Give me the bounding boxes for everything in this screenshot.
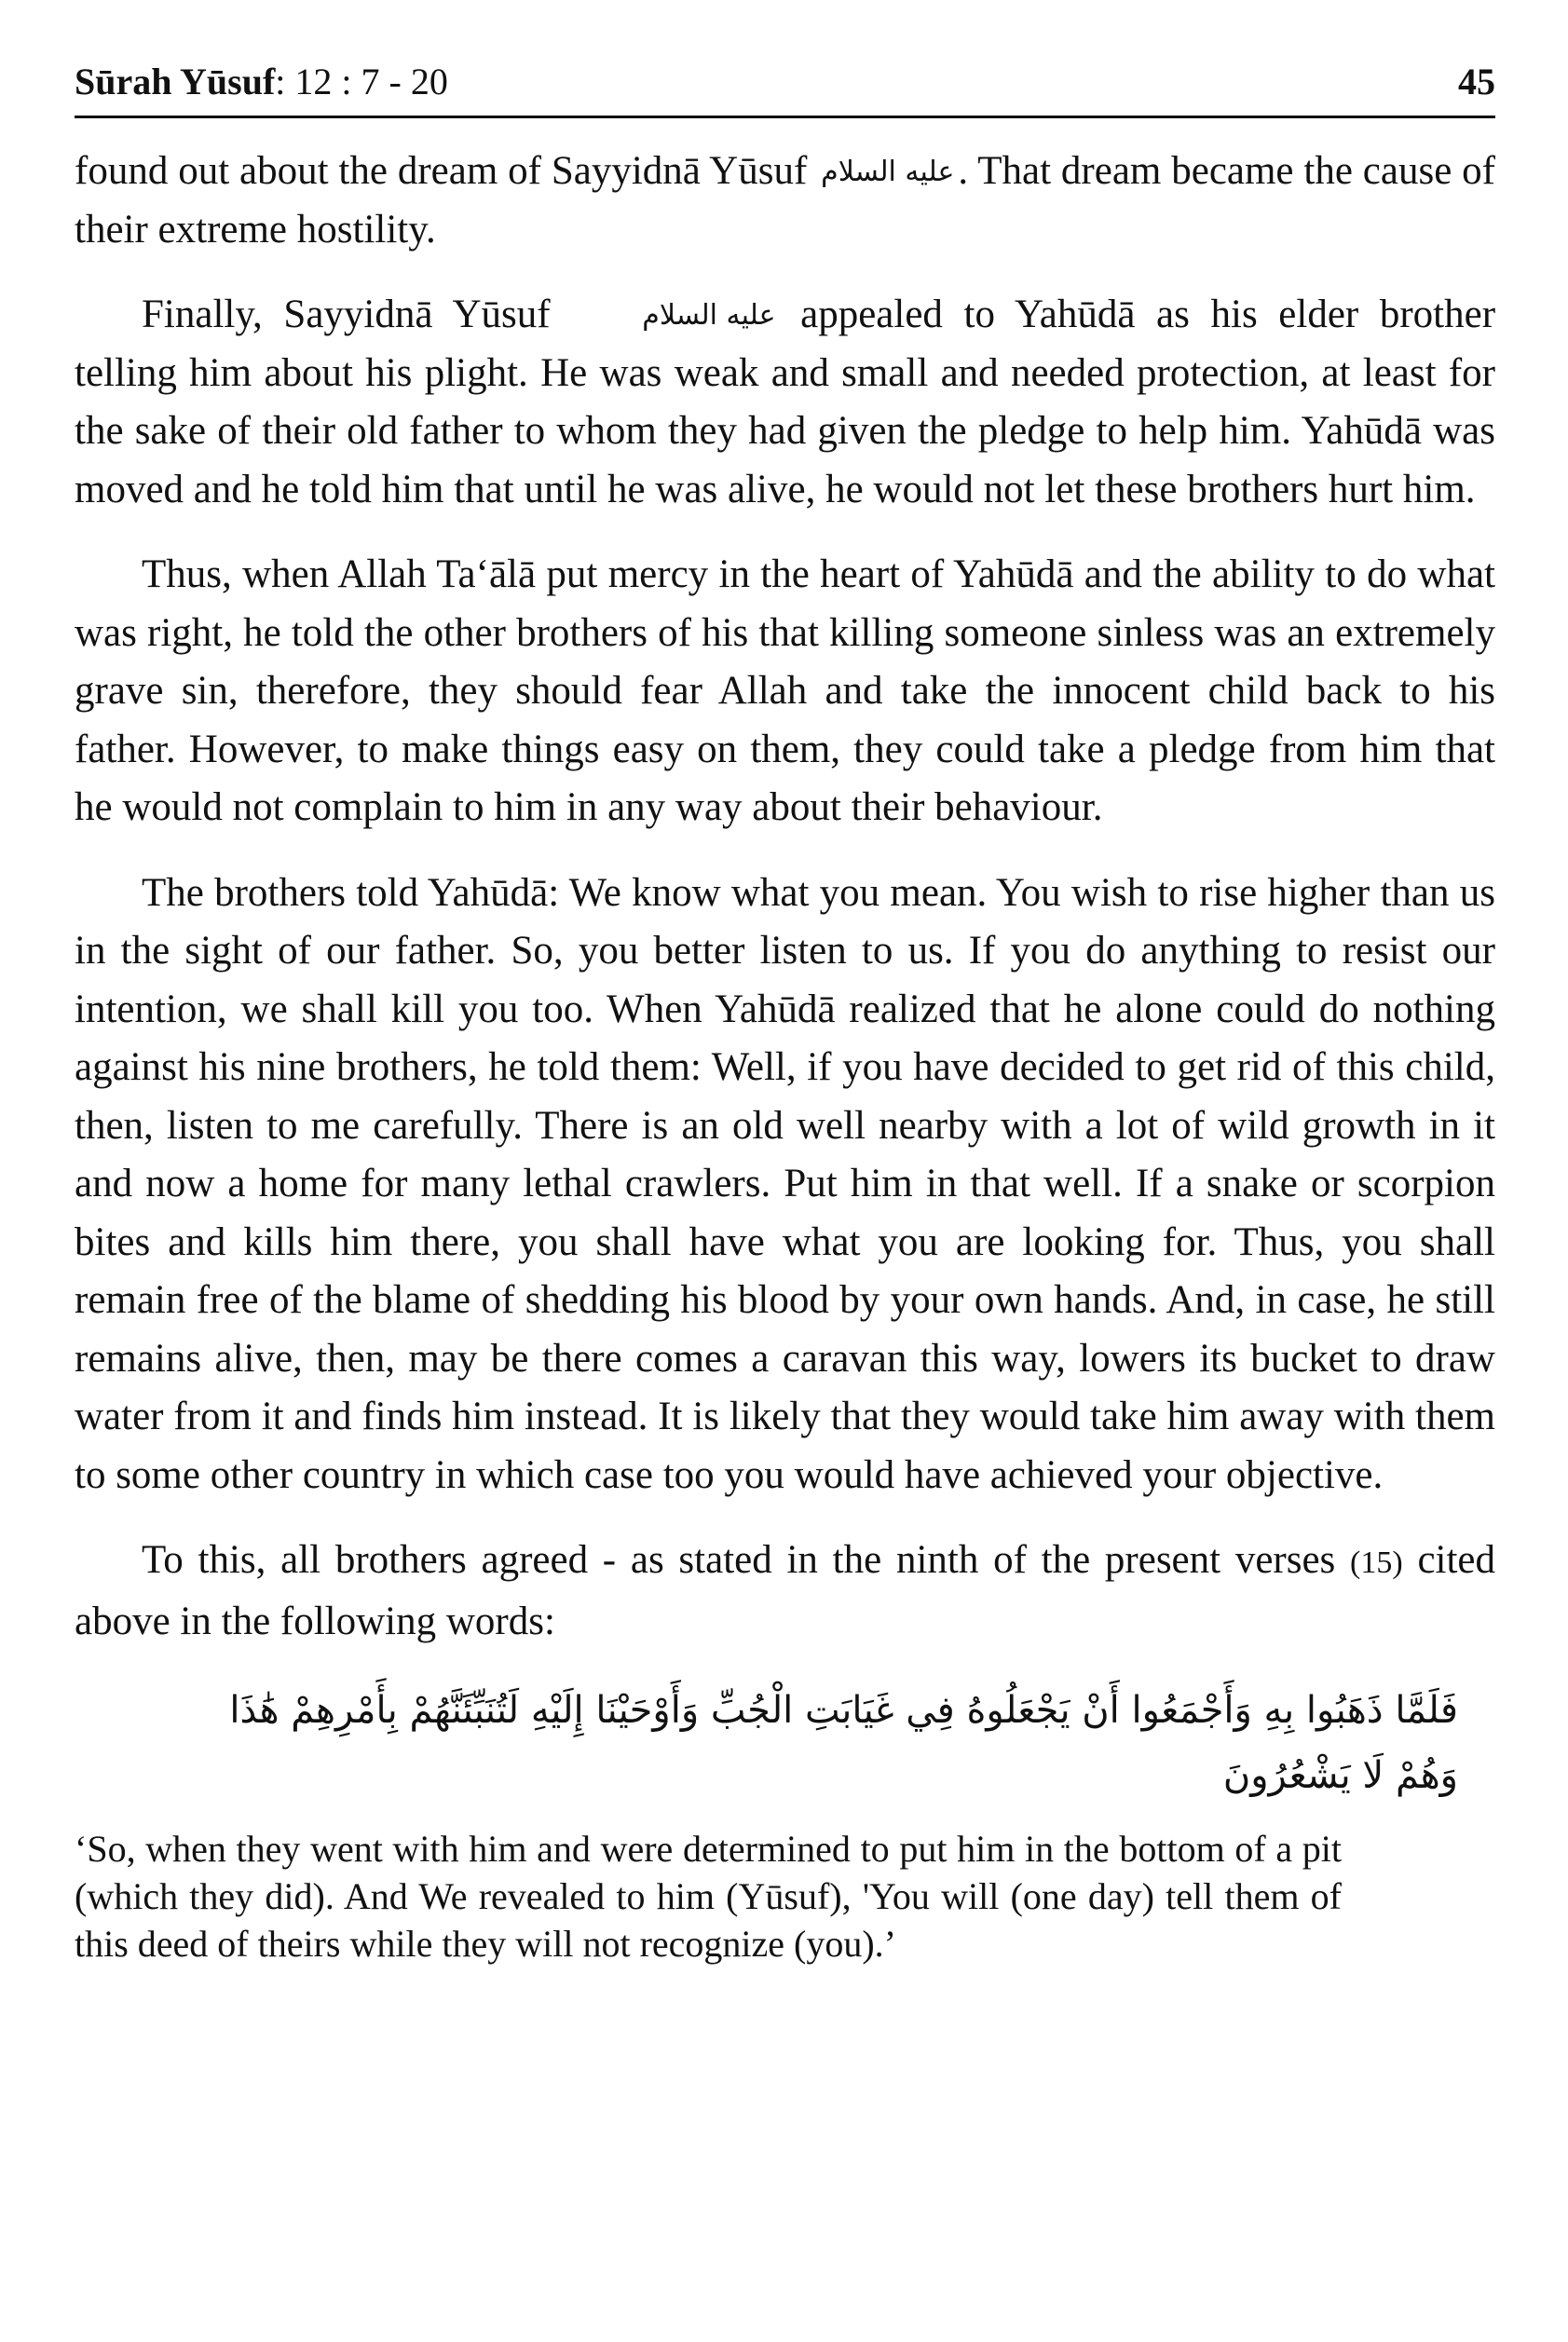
- verse-translation: ‘So, when they went with him and were determined to put him in the bottom of a pit (which they did). And We revealed to him (Yūsuf), 'You will (one day) tell them of this deed of theirs while they will not recognize (you).’: [75, 1828, 1342, 1965]
- paragraph-3: Thus, when Allah Ta‘ālā put mercy in the heart of Yahūdā and the ability to do what was right, he told the other brothers of his that killing someone sinless was an extremely grave sin, therefore, they should fear Allah and take the innocent child back to his father. However, to make things easy on them, they could take a pledge from him that he would not complain to him in any way about their behaviour.: [75, 552, 1495, 829]
- honorific-glyph: عليه السلام: [821, 156, 955, 188]
- paragraph-text: found out about the dream of Sayyidnā Yūsuf: [75, 149, 808, 193]
- paragraph-text: To this, all brothers agreed - as stated in the ninth of the present verses: [142, 1538, 1336, 1582]
- running-header: [75, 56, 1495, 118]
- paragraph-5: [75, 1532, 1495, 1651]
- paragraph-2: [75, 286, 1495, 519]
- paragraph-1: [75, 143, 1495, 259]
- paragraph-4: The brothers told Yahūdā: We know what you mean. You wish to rise higher than us in the sight of our father. So, you better listen to us. If you do anything to resist our intention, we shall kill you too. When Yahūdā realized that he alone could do nothing against his nine brothers, he told them: Well, if you have decided to get rid of this child, then, listen to me carefully. There is an old well nearby with a lot of wild growth in it and now a home for many lethal crawlers. Put him in that well. If a snake or scorpion bites and kills him there, you shall have what you are looking for. Thus, you shall remain free of the blame of shedding his blood by your own hands. And, in case, he still remains alive, then, may be there comes a caravan this way, lowers its bucket to draw water from it and finds him instead. It is likely that they would take him away with them to some other country in which case too you would have achieved your objective.: [75, 870, 1495, 1497]
- page-number: 45: [1458, 61, 1495, 102]
- page-body: [75, 143, 1495, 1968]
- paragraph-text: Finally, Sayyidnā Yūsuf: [142, 293, 551, 336]
- verse-range: : 12 : 7 - 20: [275, 61, 448, 102]
- paragraph-text: . That dream became the cause of their extreme hostility.: [75, 149, 1495, 252]
- paragraph-text: appealed to Yahūdā as his elder brother telling him about his plight. He was weak and small and needed protection, at least for the sake of their old father to whom they had given the pledge to help him. Yahūdā was moved and he told him that until he was alive, he would not let these brothers hurt him.: [75, 293, 1496, 511]
- verse-reference: (15): [1350, 1545, 1403, 1580]
- chapter-reference: [75, 60, 448, 104]
- paragraph-text: cited above in the following words:: [75, 1538, 1496, 1643]
- book-page: [75, 56, 1495, 1968]
- surah-name: Sūrah Yūsuf: [75, 61, 276, 102]
- arabic-verse: فَلَمَّا ذَهَبُوا بِهِ وَأَجْمَعُوا أَنْ يَجْعَلُوهُ فِي غَيَابَتِ الْجُبِّ وَأَوْحَيْنَا إِلَيْهِ لَتُنَبِّئَنَّهُمْ بِأَمْرِهِمْ هَٰذَا وَهُمْ لَا يَشْعُرُونَ: [229, 1689, 1458, 1797]
- honorific-glyph: عليه السلام: [642, 299, 776, 332]
